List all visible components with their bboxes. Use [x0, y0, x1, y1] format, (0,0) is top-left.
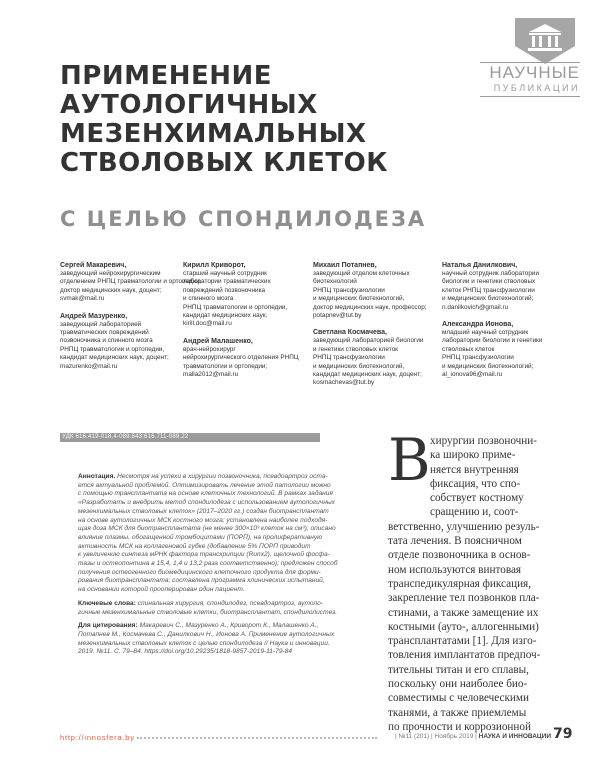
- author-block: [60, 261, 202, 304]
- author-line: нейрохирургического отделения РНПЦ: [183, 354, 299, 362]
- author-email[interactable]: al_ionova96@mail.ru: [442, 371, 503, 379]
- abstract-line: получения остеогенного биомедицинского клеточного продукта для форми-: [78, 568, 321, 576]
- abstract-line: [78, 473, 370, 482]
- abstract-label: Аннотация.: [78, 473, 116, 480]
- abstract-line: с помощью трансплантата на основе клеточных технологий. В рамках задания: [78, 490, 333, 498]
- footer-issue-text: | №11 (201) | Ноябрь 2019 |: [395, 733, 477, 740]
- author-block: [442, 320, 567, 379]
- title-line: МЕЗЕНХИМАЛЬНЫХ: [60, 119, 367, 149]
- body-text: [388, 434, 578, 734]
- drop-cap: В: [388, 426, 431, 494]
- author-block: [442, 261, 567, 312]
- section-rule-bottom: [480, 96, 580, 97]
- author-line: РНПЦ трансфузиологии: [442, 354, 514, 362]
- body-line: транспедикулярная фиксация,: [388, 577, 531, 590]
- author-name: Сергей Макаревич,: [60, 262, 127, 269]
- author-name: Андрей Мазуренко,: [60, 312, 128, 320]
- authors-column-3: [313, 261, 438, 396]
- author-email[interactable]: kirill.doc@mail.ru: [183, 320, 232, 328]
- abstract-text: Несмотря на успехи в хирургии позвоночника, псевдоартроз оста-: [117, 473, 328, 480]
- author-line: биологии и генетики стволовых: [442, 278, 536, 286]
- abstract-line: мезенхимальных стволовых клеток» (2017–2020 гг.) создан биотрансплантат: [78, 507, 329, 515]
- footer-issue: [395, 733, 551, 740]
- body-line: отделе позвоночника в основ-: [388, 549, 531, 562]
- section-label-line1: НАУЧНЫЕ: [489, 63, 580, 82]
- abstract-line: на основании которой прооперирован один пациент.: [78, 586, 245, 594]
- abstract-line: «Разработать и внедрить метод спондилодеза с использованием аутологичных: [78, 499, 335, 507]
- abstract-line: на основе аутологичных МСК костного мозга; установлена наиболее подходя-: [78, 516, 328, 524]
- title-line: ПРИМЕНЕНИЕ: [60, 61, 273, 91]
- author-line: и медицинских биотехнологий,: [313, 362, 405, 370]
- author-line: биотехнологий: [313, 278, 357, 286]
- author-line: лаборатории травматических: [183, 278, 271, 286]
- authors-column-2: [183, 261, 308, 387]
- author-name: Наталья Данилкович,: [442, 262, 518, 269]
- abstract-line: к увеличению синтеза мРНК фактора транскрипции (Runx2), щелочной фосфа-: [78, 551, 330, 559]
- citation-doi-line[interactable]: 2019. №11. С. 79–84. https://doi.org/10.29235/1818-9857-2019-11-79-84: [78, 648, 293, 656]
- abstract-line: тазы и остеопонтина в 15,4, 1,4 и 13,2 раза соответственно); предложен способ: [78, 560, 338, 568]
- author-line: травматологии и ортопедии;: [183, 362, 268, 370]
- author-line: доктор медицинских наук, доцент;: [60, 286, 162, 294]
- author-name: Александра Ионова,: [442, 321, 514, 329]
- keywords-line: гичные мезенхимальные стволовые клетки, биотрансплантат, спондилолистез.: [78, 608, 338, 616]
- body-line: хирургии позвоночни-: [430, 435, 537, 447]
- author-line: РНПЦ травматологии и ортопедии,: [60, 345, 165, 353]
- section-label-line2: ПУБЛИКАЦИИ: [493, 83, 580, 93]
- body-line: костными (ауто-, аллогенными): [388, 620, 539, 633]
- body-line: ветственно, улучшению резуль-: [388, 520, 540, 533]
- author-line: РНПЦ трансфузиологии: [313, 354, 385, 362]
- page-number: 79: [553, 726, 573, 742]
- author-name: Кирилл Криворот,: [183, 262, 246, 269]
- body-line: тата лечения. В поясничном: [388, 535, 522, 548]
- authors-column-1: [60, 261, 202, 379]
- author-line: старший научный сотрудник: [183, 270, 267, 277]
- author-block: [183, 261, 308, 329]
- author-line: кандидат медицинских наук;: [183, 312, 268, 320]
- author-email[interactable]: mazurenko@mail.ru: [60, 362, 118, 370]
- body-line: совместимы с человеческими: [388, 692, 529, 705]
- article-title: [60, 62, 480, 178]
- author-line: и спинного мозга: [183, 295, 234, 303]
- author-email[interactable]: potapnev@tut.by: [313, 312, 362, 320]
- citation-line: мезенхимальных стволовых клеток с целью спондилодеза // Наука и инновации.: [78, 639, 330, 647]
- title-line: АУТОЛОГИЧНЫХ: [60, 90, 318, 120]
- body-line: закрепление тел позвонков пла-: [388, 592, 540, 605]
- author-line: отделением РНПЦ травматологии и ортопедии,: [60, 278, 202, 286]
- citation-text: Макаревич С., Мазуренко А., Криворот К., Малашенко А.,: [139, 622, 319, 630]
- author-name: Михаил Потапнев,: [313, 262, 377, 269]
- author-name: Светлана Космачева,: [313, 329, 387, 337]
- author-email[interactable]: malla2012@mail.ru: [183, 371, 239, 379]
- author-line: заведующий лабораторией биологии: [313, 337, 424, 345]
- body-line: собствует костному: [430, 492, 524, 505]
- body-line: стинами, а также замещение их: [388, 606, 539, 619]
- author-block: [183, 337, 308, 380]
- abstract-line: активность МСК на коллагеновой губке (добавление 5% ПОРП приводит: [78, 542, 311, 550]
- author-line: стволовых клеток: [442, 345, 495, 353]
- author-name: Андрей Малашенко,: [183, 337, 253, 345]
- author-line: и медицинских биотехнологий;: [442, 295, 534, 303]
- author-line: клеток РНПЦ трансфузиологии: [442, 286, 535, 294]
- body-line: сращению и, соот-: [430, 506, 519, 519]
- section-label: [480, 64, 580, 94]
- author-line: и генетики стволовых клеток: [313, 345, 398, 353]
- abstract-line: щая доза МСК для биотрансплантата (не менее 300×10³ клеток на см³); описано: [78, 525, 336, 533]
- author-line: врач-нейрохирург: [183, 345, 236, 353]
- author-line: позвоночника и спинного мозга: [60, 337, 153, 345]
- abstract-line: ется актуальной проблемой. Оптимизировать лечение этой патологии можно: [78, 481, 331, 489]
- keywords-text: спинальная хирургия, спондилодез, псевдоартроз, аутоло-: [137, 599, 323, 607]
- author-line: РНПЦ трансфузиологии: [313, 286, 385, 294]
- body-line: тительны титан и его сплавы,: [388, 663, 529, 676]
- author-line: и медицинских биотехнологий,: [313, 295, 405, 303]
- body-line: няется внутренняя: [430, 463, 519, 476]
- keywords-label: Ключевые слова:: [78, 599, 136, 607]
- citation-label: Для цитирования:: [78, 622, 138, 630]
- author-line: младший научный сотрудник: [442, 329, 529, 337]
- author-line: заведующий отделом клеточных: [313, 270, 410, 277]
- citation-line: [78, 622, 370, 631]
- body-line: трансплантатами [1]. Для изго-: [388, 635, 537, 648]
- abstract-line: влияние плазмы, обогащенной тромбоцитами (ПОРП), на пролиферативную: [78, 533, 323, 541]
- author-line: заведующий лабораторией: [60, 320, 142, 328]
- author-line: кандидат медицинских наук, доцент;: [60, 354, 169, 362]
- body-line: поскольку они наиболее био-: [388, 678, 528, 691]
- author-email[interactable]: kosmachevas@tut.by: [313, 379, 375, 387]
- abstract-block: [78, 473, 370, 657]
- author-line: доктор медицинских наук, профессор;: [313, 303, 427, 311]
- body-line: ном используются винтовая: [388, 563, 522, 576]
- keywords-line: [78, 600, 370, 609]
- article-subtitle: С ЦЕЛЬЮ СПОНДИЛОДЕЗА: [60, 207, 427, 231]
- footer-magazine: НАУКА И ИННОВАЦИИ: [478, 733, 552, 740]
- author-block: [313, 328, 438, 387]
- authors-column-4: [442, 261, 567, 387]
- author-line: травматических повреждений: [60, 329, 149, 337]
- abstract-line: рования биотрансплантата; составлена программа клинических испытаний,: [78, 577, 325, 585]
- author-line: РНПЦ травматологии и ортопедии,: [183, 303, 288, 311]
- author-email[interactable]: svmak@mail.ru: [60, 295, 105, 303]
- body-line: ка широко приме-: [430, 449, 516, 462]
- footer-url-link[interactable]: http://innosfera.by: [60, 733, 135, 742]
- body-line: тканями, а также приемлемы: [388, 706, 527, 719]
- author-block: [60, 312, 185, 371]
- title-line: СТВОЛОВЫХ КЛЕТОК: [60, 148, 388, 178]
- citation-line: Потапнев М., Космачева С., Данилкович Н., Ионова А. Применение аутологичных: [78, 630, 335, 638]
- author-line: кандидат медицинских наук, доцент;: [313, 371, 422, 379]
- udk-code: УДК 616.419-018.4-089.843:616.711-089.22: [60, 433, 320, 442]
- author-block: [313, 261, 438, 320]
- footer-dotted-rule: [137, 737, 377, 741]
- author-line: лаборатории биологии и генетики: [442, 337, 543, 345]
- body-line: по прочности и коррозионной: [388, 720, 531, 733]
- author-email[interactable]: n.danilkovich@gmail.ru: [442, 303, 509, 311]
- body-line: фиксация, что спо-: [430, 477, 521, 490]
- body-line: товления имплантатов предпоч-: [388, 649, 541, 662]
- author-line: повреждений позвоночника: [183, 286, 266, 294]
- museum-icon: [515, 18, 575, 64]
- author-line: научный сотрудник лаборатории: [442, 270, 540, 277]
- author-line: и медицинских биотехнологий;: [442, 362, 534, 370]
- author-line: заведующий нейрохирургическим: [60, 270, 161, 277]
